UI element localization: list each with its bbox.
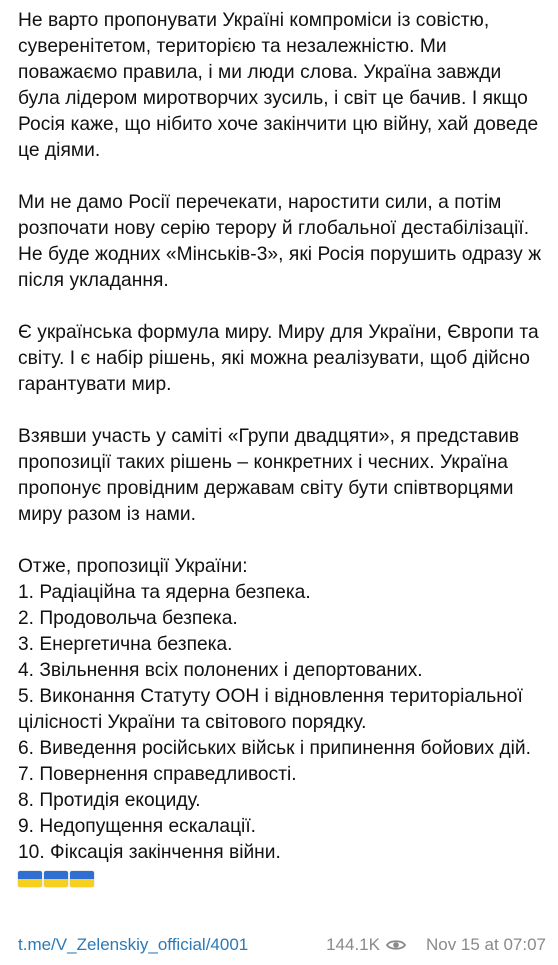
list-item: 1. Радіаційна та ядерна безпека.	[18, 582, 311, 603]
list-item: 7. Повернення справедливості.	[18, 764, 297, 785]
ukraine-flag-icon	[18, 871, 42, 887]
list-item: 2. Продовольча безпека.	[18, 608, 238, 629]
proposals-list	[18, 580, 548, 866]
list-item: 3. Енергетична безпека.	[18, 634, 233, 655]
post-link[interactable]: t.me/V_Zelenskiy_official/4001	[18, 935, 249, 954]
message-paragraph-4: Взявши участь у саміті «Групи двадцяти», я представив пропозиції таких рішень – конкретних і чесних. Україна пропонує провідним державам світу бути співтворцями миру разом із нами.	[18, 426, 520, 525]
list-item: 9. Недопущення ескалації.	[18, 816, 256, 837]
list-item: 5. Виконання Статуту ООН і відновлення територіальної цілісності України та світового порядку.	[18, 686, 523, 733]
list-item: 6. Виведення російських військ і припинення бойових дій.	[18, 738, 531, 759]
message-footer	[18, 932, 546, 958]
ukraine-flag-icon	[70, 871, 94, 887]
list-item: 10. Фіксація закінчення війни.	[18, 842, 281, 863]
view-count: 144.1K	[326, 935, 380, 954]
flag-emoji-row	[18, 868, 548, 890]
list-item: 8. Протидія екоциду.	[18, 790, 201, 811]
message-paragraph-1: Не варто пропонувати Україні компроміси із совістю, суверенітетом, територією та незалежністю. Ми поважаємо правила, і ми люди слова. Україна завжди була лідером миротворчих зусиль, і світ це бачив. І якщо Росія каже, що нібито хоче закінчити цю війну, хай доведе це діями.	[18, 10, 539, 161]
proposals-intro: Отже, пропозиції України:	[18, 556, 248, 577]
list-item: 4. Звільнення всіх полонених і депортованих.	[18, 660, 423, 681]
message-meta	[326, 935, 546, 955]
message-timestamp: Nov 15 at 07:07	[425, 935, 546, 954]
message-paragraph-3: Є українська формула миру. Миру для України, Європи та світу. І є набір рішень, які можна реалізувати, щоб дійсно гарантувати мир.	[18, 322, 539, 395]
message-paragraph-2: Ми не дамо Росії перечекати, наростити сили, а потім розпочати нову серію терору й глобальної дестабілізації. Не буде жодних «Мінськів-3», які Росія порушить одразу ж після укладання.	[18, 192, 542, 291]
ukraine-flag-icon	[44, 871, 68, 887]
eye-icon	[386, 938, 406, 952]
